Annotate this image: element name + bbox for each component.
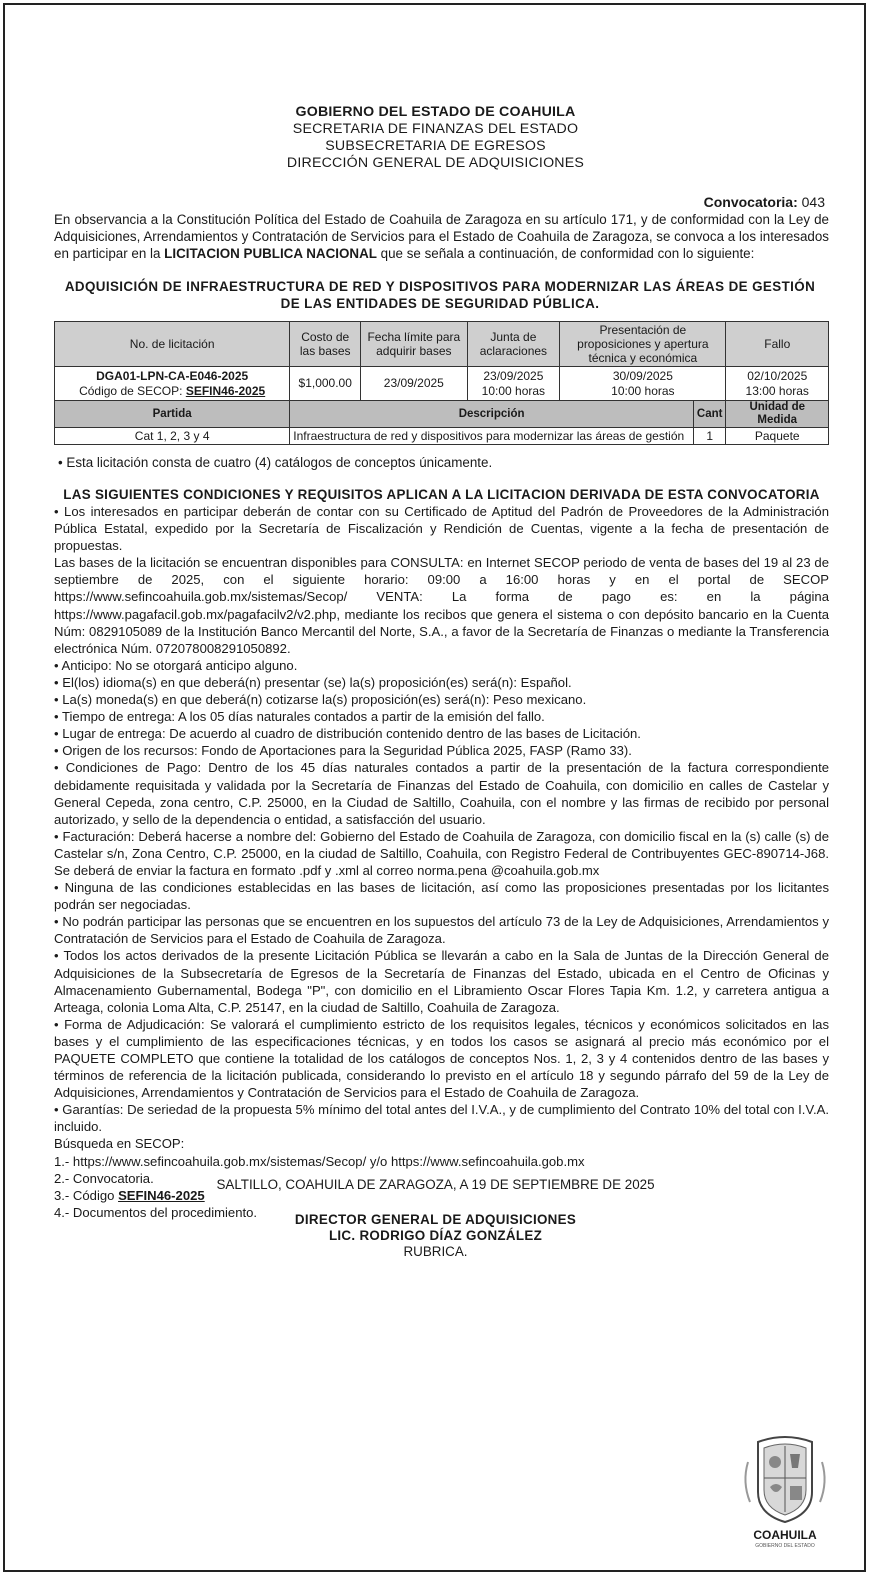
secop-code [58, 384, 286, 399]
header-secretariat: SECRETARIA DE FINANZAS DEL ESTADO [292, 121, 579, 137]
search-item: 2.- Convocatoria. [54, 1170, 154, 1186]
header-fallo: Fallo [726, 322, 829, 367]
signature-rubrica: RUBRICA. [403, 1244, 468, 1259]
tender-table [54, 321, 829, 445]
secop-code-label: Código de SECOP: [79, 383, 186, 398]
cell-cant: 1 [693, 428, 726, 445]
header-subsecretariat: SUBSECRETARIA DE EGRESOS [325, 138, 546, 154]
presentacion-date: 30/09/2025 [612, 368, 673, 383]
intro-text: En observancia a la Constitución Política del Estado de Coahuila de Zaragoza en su artículo 171, y de conformidad con la Ley de Adquisiciones, Arrendamientos y Contratación de Servicios para el Estado de Coahuila de Zaragoza, se convoca a los interesados en participar en la [54, 212, 829, 261]
condition-item: • El(los) idioma(s) en que deberá(n) presentar (se) la(s) proposición(es) será(n): Español. [54, 674, 572, 690]
table-header-row [55, 322, 829, 367]
catalog-note: • Esta licitación consta de cuatro (4) catálogos de conceptos únicamente. [58, 455, 493, 470]
signature-title: DIRECTOR GENERAL DE ADQUISICIONES [294, 1212, 577, 1227]
search-item: 4.- Documentos del procedimiento. [54, 1204, 258, 1220]
search-item-code: SEFIN46-2025 [118, 1187, 205, 1203]
conditions-body [54, 503, 829, 1221]
header-junta: Junta de aclaraciones [467, 322, 560, 367]
coahuila-seal [740, 1432, 830, 1562]
cell-descripcion: Infraestructura de red y dispositivos para modernizar las áreas de gestión [290, 428, 694, 445]
cell-fallo [726, 367, 829, 401]
cell-unidad: Paquete [726, 428, 829, 445]
presentacion-time: 10:00 horas [611, 383, 675, 398]
intro-paragraph [54, 211, 829, 262]
convocatoria-number [704, 194, 825, 210]
header-presentacion: Presentación de proposiciones y apertura técnica y económica [560, 322, 726, 367]
signature-name: LIC. RODRIGO DÍAZ GONZÁLEZ [328, 1228, 543, 1243]
signature-block [0, 1212, 871, 1260]
subheader-partida: Partida [55, 401, 290, 428]
condition-item: • Forma de Adjudicación: Se valorará el cumplimiento estricto de los requisitos legales, técnicos y económicos solicitados en las bases y el cumplimiento de las especificaciones técnicas, y en todos los casos se asignará al precio más económico por el PAQUETE COMPLETO que contiene la totalidad de los catálogos de conceptos Nos. 1, 2, 3 y 4 contenidos dentro de las bases y términos de referencia de la licitación publicada, considerando lo previsto en el artículo 18 y segundo párrafo del 59 de la Ley de Adquisiciones, Arrendamientos y Contratación de Servicios para el Estado de Coahuila de Zaragoza. [54, 1016, 829, 1101]
condition-item: • Garantías: De seriedad de la propuesta 5% mínimo del total antes del I.V.A., y de cumplimiento del Contrato 10% del total con I.V.A. incluido. [54, 1102, 829, 1135]
search-label: Búsqueda en SECOP: [54, 1136, 185, 1152]
header-direction: DIRECCIÓN GENERAL DE ADQUISICIONES [286, 155, 585, 171]
items-header-row [55, 401, 829, 428]
cell-fecha-limite: 23/09/2025 [361, 367, 467, 401]
fallo-time: 13:00 horas [745, 383, 809, 398]
condition-item: • La(s) moneda(s) en que deberá(n) cotizarse la(s) proposición(es) será(n): Peso mexicano. [54, 692, 587, 708]
junta-time: 10:00 horas [481, 383, 546, 398]
state-coat-of-arms-icon [740, 1432, 830, 1524]
tender-title-line1: ADQUISICIÓN DE INFRAESTRUCTURA DE RED Y DISPOSITIVOS PARA MODERNIZAR LAS ÁREAS DE GESTIÓN [64, 279, 816, 294]
search-item: 1.- https://www.sefincoahuila.gob.mx/sistemas/Secop/ y/o https://www.sefincoahuila.gob.mx [54, 1153, 585, 1169]
condition-item: • Tiempo de entrega: A los 05 días naturales contados a partir de la emisión del fallo. [54, 709, 545, 725]
condition-item: • Todos los actos derivados de la presente Licitación Pública se llevarán a cabo en la Sala de Juntas de la Dirección General de Adquisiciones de la Subsecretaría de Egresos de la Secretaría de Finanzas del Estado, ubicada en el Centro de Oficinas y Almacenamiento Gubernamental, Bodega "P", con domicilio en el Libramiento Oscar Flores Tapia Km. 1.2, y carretera antigua a Arteaga, colonia Loma Alta, C.P. 25147, en la ciudad de Saltillo, Coahuila de Zaragoza. [54, 948, 829, 1015]
conditions-title: LAS SIGUIENTES CONDICIONES Y REQUISITOS APLICAN A LA LICITACION DERIVADA DE ESTA CONVOCATORIA [63, 487, 820, 502]
table-row [55, 428, 829, 445]
condition-item: • Origen de los recursos: Fondo de Aportaciones para la Seguridad Pública 2025, FASP (Ramo 33). [54, 743, 632, 759]
table-values-row [55, 367, 829, 401]
subheader-cant: Cant [693, 401, 726, 428]
condition-item: • Ninguna de las condiciones establecidas en las bases de licitación, así como las proposiciones presentadas por los licitantes podrán ser negociadas. [54, 880, 829, 913]
junta-date: 23/09/2025 [483, 368, 544, 383]
place-date: SALTILLO, COAHUILA DE ZARAGOZA, A 19 DE SEPTIEMBRE DE 2025 [216, 1177, 655, 1192]
subheader-descripcion: Descripción [290, 401, 694, 428]
seal-name: COAHUILA [753, 1528, 817, 1542]
cell-junta [467, 367, 560, 401]
condition-item: • Los interesados en participar deberán de contar con su Certificado de Aptitud del Padrón de Proveedores de la Administración Pública Estatal, expedido por la Secretaría de Fiscalización y Rendición de Cuentas, vigente a la fecha de presentación de propuestas. [54, 504, 829, 554]
header-costo: Costo de las bases [290, 322, 361, 367]
document-header [0, 104, 871, 172]
header-no-licitacion: No. de licitación [55, 322, 290, 367]
cell-licitacion [55, 367, 290, 401]
condition-item: • Facturación: Deberá hacerse a nombre del: Gobierno del Estado de Coahuila de Zaragoza, con domicilio fiscal en la (s) calle (s) de Castelar s/n, Zona Centro, C.P. 25000, en la ciudad de Saltillo, Coahuila, con Registro Federal de Contribuyentes GEC-890714-J68. Se deberá de enviar la factura en formato .pdf y .xml al correo norma.pena @coahuila.gob.mx [54, 828, 829, 878]
convocatoria-value: 043 [801, 194, 825, 210]
cell-presentacion [560, 367, 726, 401]
search-item-prefix: 3.- Código [54, 1187, 119, 1203]
header-government: GOBIERNO DEL ESTADO DE COAHUILA [295, 104, 576, 120]
cell-costo: $1,000.00 [290, 367, 361, 401]
subheader-unidad: Unidad de Medida [726, 401, 829, 428]
secop-code-value: SEFIN46-2025 [185, 383, 266, 398]
fallo-date: 02/10/2025 [747, 368, 808, 383]
intro-bold: LICITACION PUBLICA NACIONAL [164, 246, 377, 261]
condition-item: • Condiciones de Pago: Dentro de los 45 días naturales contados a partir de la presentación de la factura correspondiente debidamente requisitada y validada por la Secretaría de Finanzas del Estado de Coahuila, con domicilio en calles de Castelar y General Cepeda, zona centro, C.P. 25000, en la Ciudad de Saltillo, Coahuila, con el nombre y las firmas de recibido por personal autorizado, y sello de la dependencia o entidad, a satisfacción del usuario. [54, 760, 829, 827]
condition-item: Las bases de la licitación se encuentran disponibles para CONSULTA: en Internet SECOP periodo de venta de bases del 19 al 23 de septiembre de 2025, con el siguiente horario: 09:00 a 16:00 horas y en el portal de SECOP https://www.sefincoahuila.gob.mx/sistemas/Secop/ VENTA: La forma de pago es: en la página https://www.pagafacil.gob.mx/pagafacilv2/v2.php, mediante los recibos que genera el sistema o con depósito bancario en la Cuenta Núm: 0829105089 de la Institución Banco Mercantil del Norte, S.A., a favor de la Secretaría de Finanzas o mediante la Transferencia electrónica Núm. 072078008291050892. [54, 555, 829, 656]
cell-partida: Cat 1, 2, 3 y 4 [55, 428, 290, 445]
condition-item: • Lugar de entrega: De acuerdo al cuadro de distribución contenido dentro de las bases de Licitación. [54, 726, 641, 742]
seal-subtitle: GOBIERNO DEL ESTADO [755, 1543, 815, 1549]
intro-text-end: que se señala a continuación, de conformidad con lo siguiente: [376, 246, 755, 261]
licitacion-number: DGA01-LPN-CA-E046-2025 [96, 368, 249, 383]
condition-item: • No podrán participar las personas que se encuentren en los supuestos del artículo 73 de la Ley de Adquisiciones, Arrendamientos y Contratación de Servicios para el Estado de Coahuila de Zaragoza. [54, 914, 829, 947]
convocatoria-label: Convocatoria: [703, 194, 798, 210]
header-fecha-limite: Fecha límite para adquirir bases [361, 322, 467, 367]
condition-item: • Anticipo: No se otorgará anticipo alguno. [54, 657, 298, 673]
tender-title [40, 278, 840, 312]
tender-title-line2: DE LAS ENTIDADES DE SEGURIDAD PÚBLICA. [280, 296, 600, 311]
